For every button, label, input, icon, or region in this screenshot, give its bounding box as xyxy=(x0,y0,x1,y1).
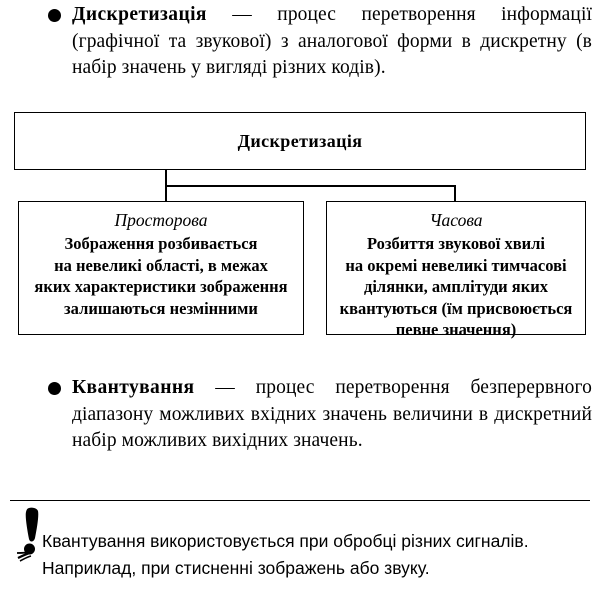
diagram-branch-spatial-line: Зображення розбивається xyxy=(64,234,258,253)
diagram-root-box xyxy=(14,112,586,170)
connector-vertical-right xyxy=(454,185,456,201)
paragraph-discretization xyxy=(48,2,596,82)
connector-vertical-root xyxy=(165,170,167,186)
paragraph-quantization xyxy=(48,375,596,455)
note-line: Квантування використовується при обробці різних сигналів. xyxy=(42,531,529,551)
diagram-branch-temporal-body xyxy=(327,233,585,341)
bullet-dot-icon xyxy=(48,9,61,22)
diagram-branch-temporal-line: Розбиття звукової хвилі xyxy=(367,234,545,253)
connector-horizontal xyxy=(165,185,456,187)
note-line: Наприклад, при стисненні зображень або звуку. xyxy=(42,558,430,578)
note-block xyxy=(10,500,590,610)
diagram-branch-spatial-body xyxy=(19,233,303,319)
diagram-root-label: Дискретизація xyxy=(237,131,363,151)
diagram-branch-temporal-line: квантуються (їм присвоюється xyxy=(339,298,573,318)
bullet-dot-icon xyxy=(48,382,61,395)
term-quantization: Квантування xyxy=(72,377,195,398)
diagram-branch-temporal-line: на окремі невеликі тимчасові xyxy=(345,255,567,275)
diagram-branch-temporal-title: Часова xyxy=(429,210,483,230)
note-text xyxy=(42,528,590,582)
diagram-branch-spatial xyxy=(18,201,304,335)
diagram-branch-spatial-line: залишаються незмінними xyxy=(64,298,258,318)
paragraph-quantization-body: — процес перетворення безперервного діапазону можливих вхідних значень величини в дискретний набір можливих вихідних значень. xyxy=(72,377,592,451)
paragraph-discretization-body: — процес перетворення інформації (графічної та звукової) з аналогової форми в дискретну (в набір значень у вигляді різних кодів). xyxy=(72,4,592,78)
paragraph-quantization-text xyxy=(72,375,592,455)
discretization-diagram xyxy=(14,112,586,346)
paragraph-discretization-text xyxy=(72,2,592,82)
diagram-branch-temporal-line: ділянки, амплітуди яких xyxy=(364,277,548,296)
note-divider xyxy=(10,500,590,501)
term-discretization: Дискретизація xyxy=(72,4,207,25)
diagram-branch-spatial-line: яких характеристики зображення xyxy=(34,277,288,296)
diagram-branch-spatial-title: Просторова xyxy=(114,210,208,230)
diagram-branch-temporal-line: певне значення) xyxy=(395,320,517,339)
connector-vertical-left xyxy=(165,185,167,201)
diagram-branch-temporal xyxy=(326,201,586,339)
diagram-branch-spatial-line: на невеликі області, в межах xyxy=(54,255,268,275)
